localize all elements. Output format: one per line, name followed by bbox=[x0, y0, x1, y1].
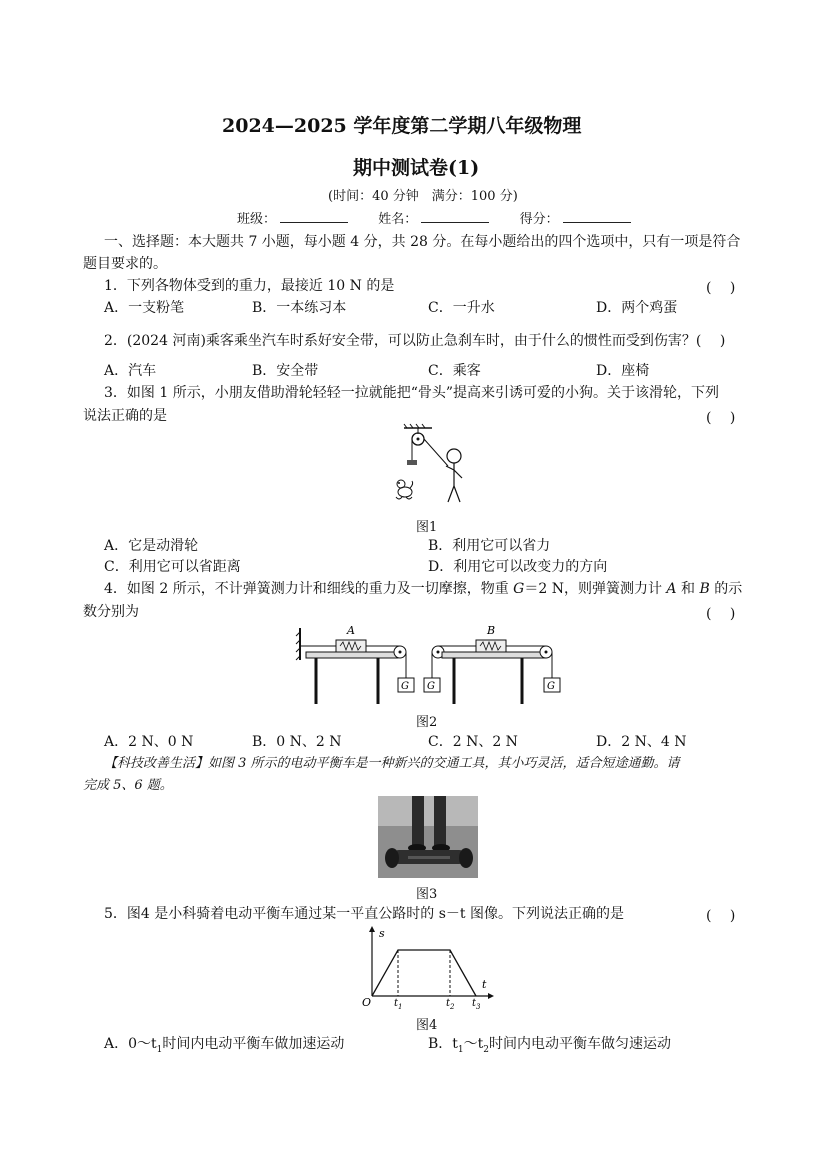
tick-t1: $t_1$ bbox=[394, 998, 403, 1011]
q3-option-d[interactable]: D．利用它可以改变力的方向 bbox=[428, 559, 608, 575]
name-blank[interactable] bbox=[421, 210, 489, 223]
q2-option-c[interactable]: C．乘客 bbox=[428, 363, 481, 379]
q1-option-b[interactable]: B．一本练习本 bbox=[252, 300, 347, 316]
answer-bracket-q1[interactable]: ( ) bbox=[706, 280, 736, 296]
score-blank[interactable] bbox=[563, 210, 631, 223]
context-line-1: 【科技改善生活】如图 3 所示的电动平衡车是一种新兴的交通工具，其小巧灵活，适合短途通勤。请 bbox=[104, 756, 680, 771]
answer-bracket-q5[interactable]: ( ) bbox=[706, 908, 736, 924]
section-intro-line-2: 题目要求的。 bbox=[83, 256, 167, 272]
q2-option-a[interactable]: A．汽车 bbox=[104, 363, 157, 379]
figure-1-pulley bbox=[388, 426, 468, 508]
figure-4-caption: 图4 bbox=[416, 1018, 438, 1033]
question-5-stem: 5．图4 是小科骑着电动平衡车通过某一平直公路时的 s－t 图像。下列说法正确的是 bbox=[104, 906, 624, 922]
class-label: 班级： bbox=[237, 212, 277, 227]
figure-3-caption: 图3 bbox=[416, 887, 438, 902]
balance-b-label: B bbox=[487, 624, 496, 637]
question-3-stem-line-2: 说法正确的是 bbox=[83, 408, 167, 424]
origin-label: O bbox=[362, 996, 372, 1009]
question-2-stem: 2．(2024 河南)乘客乘坐汽车时系好安全带，可以防止急刹车时，由于什么的惯性而受到伤害？( ) bbox=[104, 333, 726, 349]
q1-option-a[interactable]: A．一支粉笔 bbox=[104, 300, 185, 316]
q3-option-c[interactable]: C．利用它可以省距离 bbox=[104, 559, 241, 575]
figure-3-balance-scooter-photo bbox=[378, 796, 478, 878]
info-line bbox=[237, 210, 631, 228]
page-title: 2024—2025 学年度第二学期八年级物理 bbox=[222, 115, 582, 137]
answer-bracket-q4[interactable]: ( ) bbox=[706, 606, 736, 622]
figure-1-caption: 图1 bbox=[416, 520, 438, 535]
figure-2-caption: 图2 bbox=[416, 715, 438, 730]
q4-option-c[interactable]: C．2 N、2 N bbox=[428, 734, 518, 750]
question-1-stem: 1．下列各物体受到的重力，最接近 10 N 的是 bbox=[104, 278, 395, 294]
figure-2-spring-balances bbox=[296, 622, 562, 708]
q5-option-a[interactable]: A．$0\sim t_1$时间内电动平衡车做加速运动 bbox=[104, 1036, 345, 1055]
q2-option-d[interactable]: D．座椅 bbox=[596, 363, 650, 379]
q2-option-b[interactable]: B．安全带 bbox=[252, 363, 319, 379]
q3-option-b[interactable]: B．利用它可以省力 bbox=[428, 538, 551, 554]
question-4-stem-line-1: 4．如图 2 所示，不计弹簧测力计和细线的重力及一切摩擦，物重 G＝2 N，则弹簧测力计 A 和 B 的示 bbox=[104, 581, 743, 597]
balance-a-label: A bbox=[347, 624, 355, 637]
question-4-stem-line-2: 数分别为 bbox=[83, 604, 139, 620]
exam-meta: (时间：40 分钟 满分：100 分) bbox=[328, 189, 518, 204]
q4-option-b[interactable]: B．0 N、2 N bbox=[252, 734, 342, 750]
score-label: 得分： bbox=[519, 212, 559, 227]
class-blank[interactable] bbox=[280, 210, 348, 223]
q3-option-a[interactable]: A．它是动滑轮 bbox=[104, 538, 199, 554]
context-line-2: 完成 5、6 题。 bbox=[83, 778, 173, 793]
q1-option-c[interactable]: C．一升水 bbox=[428, 300, 495, 316]
tick-t3: $t_3$ bbox=[472, 998, 481, 1011]
weight-g-label-1: G bbox=[401, 681, 409, 692]
figure-4-s-t-graph bbox=[360, 926, 500, 1011]
name-label: 姓名： bbox=[378, 212, 418, 227]
q1-option-d[interactable]: D．两个鸡蛋 bbox=[596, 300, 678, 316]
axis-s-label: s bbox=[379, 927, 385, 940]
tick-t2: $t_2$ bbox=[446, 998, 455, 1011]
dog-icon bbox=[396, 480, 413, 499]
weight-g-label-2: G bbox=[427, 681, 435, 692]
q5-option-b[interactable]: B．$t_1\sim t_2$时间内电动平衡车做匀速运动 bbox=[428, 1036, 672, 1055]
section-intro-line-1: 一、选择题：本大题共 7 小题，每小题 4 分，共 28 分。在每小题给出的四个选项中，只有一项是符合 bbox=[104, 234, 741, 250]
weight-g-label-3: G bbox=[547, 681, 555, 692]
q4-option-d[interactable]: D．2 N、4 N bbox=[596, 734, 687, 750]
axis-t-label: t bbox=[482, 978, 487, 991]
answer-bracket-q3[interactable]: ( ) bbox=[706, 410, 736, 426]
q4-option-a[interactable]: A．2 N、0 N bbox=[104, 734, 194, 750]
question-3-stem-line-1: 3．如图 1 所示，小朋友借助滑轮轻轻一拉就能把“骨头”提高来引诱可爱的小狗。关于该滑轮，下列 bbox=[104, 385, 720, 401]
page-subtitle: 期中测试卷(1) bbox=[353, 157, 480, 179]
